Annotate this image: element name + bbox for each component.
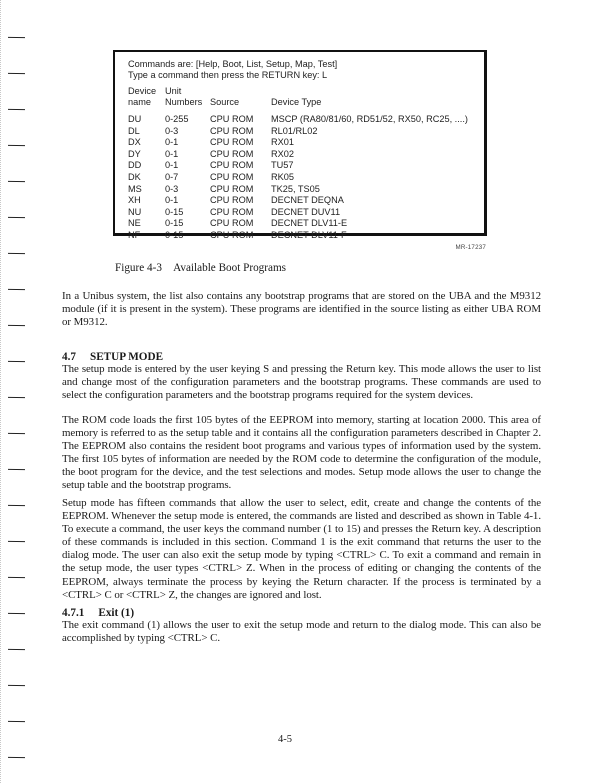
header-unit-1: Unit (165, 86, 182, 96)
device-type-cell: DECNET DLV11-F (271, 230, 347, 240)
device-cell: DX (128, 137, 141, 148)
source-cell: CPU ROM (210, 114, 254, 124)
binding-mark (8, 649, 25, 650)
source-cell: CPU ROM (210, 195, 254, 206)
prompt-line-commands: Commands are: [Help, Boot, List, Setup, Map, Test] (128, 59, 338, 69)
source-cell: CPU ROM (210, 183, 254, 194)
figure-terminal-box (113, 50, 487, 240)
subsection-paragraph: The exit command (1) allows the user to exit the setup mode and return to the dialog mode. This can also be accomplished by typing <CTRL> C. (62, 619, 541, 645)
subsection-number: 4.7.1 (62, 607, 85, 619)
device-type-cell: RL01/RL02 (271, 125, 318, 136)
binding-mark (8, 505, 25, 506)
figure-caption (115, 262, 286, 274)
figure-mr-number: MR-17237 (455, 244, 486, 251)
binding-mark (8, 757, 25, 758)
source-cell: CPU ROM (210, 206, 254, 217)
units-cell: 0-15 (165, 218, 184, 229)
binding-mark (8, 361, 25, 362)
source-cell: CPU ROM (210, 172, 254, 182)
binding-mark (8, 469, 25, 470)
units-cell: 0-3 (165, 125, 179, 136)
binding-mark (8, 613, 25, 614)
binding-mark (8, 721, 25, 722)
source-cell: CPU ROM (210, 137, 254, 148)
device-type-cell: RX01 (271, 137, 294, 148)
device-type-cell: DECNET DLV11-E (271, 218, 348, 229)
binding-mark (8, 217, 25, 218)
binding-mark (8, 145, 25, 146)
binding-mark (8, 289, 25, 290)
subsection-title: Exit (1) (98, 607, 135, 619)
units-cell: 0-255 (165, 114, 189, 124)
device-type-cell: RX02 (271, 148, 294, 159)
subsection-heading (62, 607, 134, 619)
source-cell: CPU ROM (210, 230, 254, 240)
device-type-cell: DECNET DEQNA (271, 195, 344, 206)
units-cell: 0-1 (165, 195, 179, 206)
header-source: Source (210, 97, 240, 107)
section-number: 4.7 (62, 351, 76, 363)
section-paragraph-3: Setup mode has fifteen commands that allow the user to select, edit, create and change the contents of the EEPROM. Whenever the setup mode is entered, the commands are listed and described as shown in Table 4-1. To execute a command, the user keys the command number (1 to 15) and presses the Return key. A description of these commands is included in this section. Command 1 is the exit command that returns the user to the dialog mode. The user can also exit the setup mode by typing <CTRL> C. To exit a command and remain in the setup mode, the user types <CTRL> Z. When in the process of editing or changing the contents of the EEPROM, always terminate the process by keying the Return character. If the process is terminated by a <CTRL> C or <CTRL> Z, the changes are ignored and lost. (62, 497, 541, 601)
binding-mark (8, 541, 25, 542)
source-cell: CPU ROM (210, 148, 254, 159)
binding-mark (8, 433, 25, 434)
header-device-type: Device Type (271, 97, 322, 107)
prompt-line-type-command: Type a command then press the RETURN key: L (128, 70, 328, 80)
device-cell: DU (128, 114, 142, 124)
device-cell: DD (128, 160, 142, 171)
header-unit-2: Numbers (165, 97, 203, 107)
binding-mark (8, 325, 25, 326)
device-type-cell: TK25, TS05 (271, 183, 320, 194)
binding-mark (8, 397, 25, 398)
page-number: 4-5 (278, 734, 292, 745)
intro-paragraph: In a Unibus system, the list also contains any bootstrap programs that are stored on the UBA and the M9312 module (if it is present in the system). These programs are identified in the source listing as either UBA ROM or M9312. (62, 290, 541, 329)
device-cell: MS (128, 183, 142, 194)
device-type-cell: MSCP (RA80/81/60, RD51/52, RX50, RC25, ....) (271, 114, 468, 124)
units-cell: 0-1 (165, 148, 179, 159)
binding-mark (8, 109, 25, 110)
device-type-cell: DECNET DUV11 (271, 206, 341, 217)
figure-caption-number: Figure 4-3 (115, 262, 162, 274)
binding-mark (8, 181, 25, 182)
units-cell: 0-1 (165, 137, 179, 148)
source-cell: CPU ROM (210, 125, 254, 136)
device-cell: XH (128, 195, 141, 206)
device-type-cell: RK05 (271, 172, 294, 182)
binding-mark (8, 73, 25, 74)
header-device-1: Device (128, 86, 157, 96)
section-heading (62, 351, 163, 363)
binding-mark (8, 37, 25, 38)
section-paragraph-2: The ROM code loads the first 105 bytes of the EEPROM into memory, starting at location 2000. This area of memory is referred to as the setup table and it contains all the configuration parameters described in Chapter 2. The EEPROM also contains the resident boot programs and various types of information used by the system. The first 105 bytes of information are needed by the ROM code to determine the configuration of the module, the boot program for the device, and the test selections and modes. Setup mode allows the user to change the setup table and the bootstrap programs. (62, 414, 541, 492)
units-cell: 0-3 (165, 183, 179, 194)
figure-caption-title: Available Boot Programs (173, 262, 286, 274)
units-cell: 0-1 (165, 160, 179, 171)
binding-mark (8, 685, 25, 686)
device-cell: DL (128, 125, 140, 136)
device-cell: DY (128, 148, 141, 159)
units-cell: 0-7 (165, 172, 179, 182)
binding-edge (0, 0, 3, 783)
header-device-2: name (128, 97, 151, 107)
section-paragraph-1: The setup mode is entered by the user keying S and pressing the Return key. This mode allows the user to list and change most of the configuration parameters and the bootstrap programs. These commands are used to select the configuration parameters and the bootstrap programs required for the system devices. (62, 363, 541, 402)
device-cell: NE (128, 218, 141, 229)
device-cell: NF (128, 230, 141, 240)
source-cell: CPU ROM (210, 160, 254, 171)
section-title: SETUP MODE (89, 351, 164, 363)
units-cell: 0-15 (165, 206, 184, 217)
device-type-cell: TU57 (271, 160, 294, 171)
source-cell: CPU ROM (210, 218, 254, 229)
device-cell: NU (128, 206, 142, 217)
device-cell: DK (128, 172, 141, 182)
binding-mark (8, 577, 25, 578)
binding-mark (8, 253, 25, 254)
units-cell: 0-15 (165, 230, 184, 240)
